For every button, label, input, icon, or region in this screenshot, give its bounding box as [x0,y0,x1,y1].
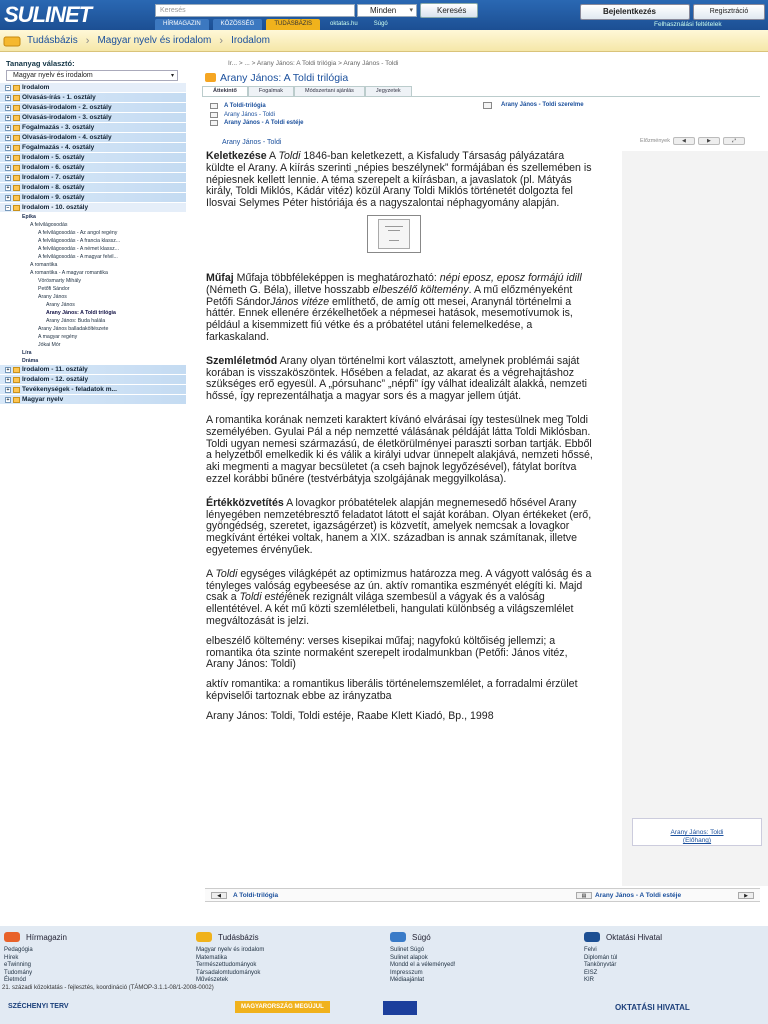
folder-icon [13,135,20,141]
related-item-right[interactable] [483,102,584,108]
sidebar-item[interactable] [0,133,186,143]
chevron-down-icon: ▾ [409,7,413,14]
search-button[interactable]: Keresés [420,3,478,18]
subject-select-value: Magyar nyelv és irodalom [13,72,93,79]
search-input[interactable]: Keresés [155,4,355,17]
sidebar-subitem[interactable]: A felvilágosodás - A német klassz... [38,246,120,252]
footer-link[interactable]: Impresszum [390,969,423,976]
sidebar-subitem[interactable]: Vörösmarty Mihály [38,278,81,284]
sidebar-subitem[interactable]: Dráma [22,358,39,364]
footer-heading[interactable] [390,932,455,942]
sidebar-item[interactable] [0,83,186,93]
text: említhető, de amíg ott mesei, Aranynál történelmi a háttér. Ennek ellenére érzékelhetőek a népmesei hatások, mesemotívumok is, például a kisemmizett fiú vétke és a próbatétel utáni felemelkedése, a farkaskaland. [206,295,573,343]
folder-icon [13,105,20,111]
tab-attekinto[interactable]: Áttekintő [202,86,248,96]
sidebar-subitem[interactable]: A romantika - A magyar romantika [30,270,108,276]
folder-icon [13,195,20,201]
footer-link[interactable]: Matematika [196,954,228,961]
sidebar-subitem[interactable]: A felvilágosodás - Az angol regény [38,230,118,236]
text: A lovagkor próbatételek alapján megnemesedő hősével Arany lényegében nemzetébresztő feladatot látott el saját korában. Olyan értékeket (erő, gyöngédség, szeretet, igazságérzet) is közvetít, amelyek nemcsak a lovagkor megkívánt értékei voltak, hanem a XIX. században is annak számítanak, illetve egyetemes érvényűek. [206,496,592,556]
search-scope-value: Minden [370,6,397,15]
related-item[interactable] [210,102,303,111]
text: Toldi estéj [239,591,287,604]
text: ének rezignált világa szembesül a vágyak és a valóság ellentétével. A két mű közti szemléletbeli, hangulati különbség a világszemlélet megváltozását is jelzi. [206,591,574,627]
collapse-icon[interactable]: − [6,205,10,211]
text: 1846-ban keletkezett, a Kisfaludy Társaság pályázatára küldte el Arany. A kiírás szerinti „népies beszélynek” formájában és szellemében is népiesnek kellett lennie. A téma szerepelt a kiírásban, a javaslatok (pl. Mátyás király, Toldi Miklós, Kádár vitéz) közül Arany Toldi Miklós történetét dolgozta fel Ilosvai Selymes Péter históriája és a nagyszalontai néphagyomány alapján. [206,150,592,210]
book-icon [205,73,216,82]
sidebar-item-label: Fogalmazás - 4. osztály [22,144,95,151]
paragraph [206,569,594,628]
paragraph [206,273,594,344]
folder-icon [13,205,20,211]
tab-fogalmak[interactable]: Fogalmak [248,86,294,96]
sidebar-item-label: Tevékenységek - feladatok m... [22,386,117,393]
folder-icon [13,115,20,121]
text: elbeszélő költemény [372,283,469,296]
footer-link[interactable]: Felvi [584,947,597,953]
folder-icon [13,367,20,373]
next-link[interactable]: Arany János - A Toldi estéje [595,892,682,899]
breadcrumb-irodalom[interactable]: Irodalom [231,35,270,46]
sidebar-subitem[interactable]: Arany János [38,294,67,300]
section-heading: Értékközvetítés [206,496,284,509]
expand-icon[interactable]: + [6,195,10,201]
folder-icon [13,145,20,151]
section-heading: Szemléletmód [206,354,278,367]
sidebar-item[interactable] [0,395,186,405]
text: (Németh G. Béla), illetve hosszabb [206,283,373,296]
sidebar-item-label: Irodalom - 10. osztály [22,204,89,211]
link-sugo[interactable]: Súgó [373,21,388,27]
expand-icon[interactable]: + [6,377,10,383]
content-path[interactable]: Ir... > ... > Arany János: A Toldi trilógia > Arany János - Toldi [228,60,399,67]
folder-icon [13,95,20,101]
related-item[interactable] [210,111,303,120]
text: egységes világképét az optimizmus határozza meg. A vágyott valóság és a tényleges valóság egybeesése az ún. aktív romantika eszményét elégíti ki. Majd csak a [206,567,592,604]
sidebar-item[interactable] [0,203,186,213]
megujul-logo[interactable]: MAGYARORSZÁG MEGÚJUL [235,1001,330,1013]
paragraph [206,356,594,403]
folder-icon [13,175,20,181]
sidebar-item-label: Irodalom - 7. osztály [22,174,85,181]
sidebar-subitem[interactable]: Petőfi Sándor [38,286,70,292]
tab-tudasbazis[interactable]: TUDÁSBÁZIS [266,19,320,30]
sidebar-item-label: Olvasás-irodalom - 3. osztály [22,114,112,121]
footer-link[interactable]: Természettudományok [196,962,257,968]
folder-icon [13,125,20,131]
expand-icon[interactable]: + [6,367,10,373]
breadcrumb-tudasbazis[interactable]: Tudásbázis [27,35,78,46]
glossary-entry: aktív romantika: a romantikus liberális történelemszemlélet, a forradalmi érzület képviselői tartoznak ebbe az irányzatba [206,678,578,702]
footer-link[interactable]: Mondd el a véleményed! [390,962,456,968]
sidebar-item-label: Irodalom - 12. osztály [22,376,89,383]
back-button[interactable]: ◀ [673,137,695,145]
sidebar-subitem[interactable]: A felvilágosodás - A francia klassz... [38,238,121,244]
expand-icon[interactable]: + [6,155,10,161]
forward-button[interactable]: ▶ [698,137,720,145]
folder-icon [3,35,21,47]
register-button[interactable]: Regisztráció [693,4,765,20]
folder-icon [13,387,20,393]
doc-icon: ▤ [576,892,592,899]
content-tabs [202,86,412,96]
text: Toldi [278,150,301,162]
breadcrumb [0,30,768,52]
related-link[interactable]: A Toldi-trilógia [224,103,266,109]
expand-icon[interactable]: + [6,105,10,111]
document-icon [210,120,218,126]
tab-hirmagazin[interactable]: HÍRMAGAZIN [155,19,209,30]
footer-column [584,932,662,985]
sponsor-logos [0,997,768,1024]
footer-heading-text: Tudásbázis [218,933,259,942]
document-link[interactable]: Arany János - Toldi [222,139,282,146]
section-icon [196,932,212,942]
media-link-sub[interactable]: (Előhang) [682,837,712,844]
article-body [206,151,594,722]
sidebar-item[interactable] [0,365,186,375]
sidebar-subitem[interactable]: Arany János: Buda halála [46,318,106,324]
folder-icon [13,397,20,403]
footer-link[interactable]: eTwinning [4,962,32,968]
tab-kozosseg[interactable]: KÖZÖSSÉG [213,19,263,30]
page-title-text: Arany János: A Toldi trilógia [220,72,349,84]
footer-link[interactable]: Médiaajánlat [390,977,425,983]
next-arrow-button[interactable]: ▶ [738,892,754,899]
oktatasi-hivatal-logo[interactable]: OKTATÁSI HIVATAL [615,1003,690,1012]
media-box[interactable] [632,818,762,846]
chevron-right-icon: › [219,34,224,47]
sidebar-item-label: Irodalom - 5. osztály [22,154,85,161]
link-oktatas[interactable]: oktatas.hu [330,21,358,27]
sidebar-item-label: Irodalom - 8. osztály [22,184,85,191]
footer-heading[interactable] [584,932,662,942]
sidebar-subitem[interactable]: A magyar regény [38,334,78,340]
prev-arrow-button[interactable]: ◀ [211,892,227,899]
sidebar-subitem[interactable]: Arany János: A Toldi trilógia [46,310,116,316]
fullscreen-button[interactable]: ⤢ [723,137,745,145]
tab-modszertani[interactable]: Módszertani ajánlás [294,86,365,96]
sidebar-subitem[interactable]: A felvilágosodás - A magyar felvil... [38,254,118,260]
sidebar-subitem[interactable]: Jókai Mór [38,342,61,348]
section-heading: Műfaj [206,271,234,284]
footer-link[interactable]: Társadalomtudományok [196,969,261,976]
sidebar-item-label: Olvasás-irodalom - 4. osztály [22,134,112,141]
szechenyi-logo[interactable]: SZÉCHENYI TERV [8,1003,69,1010]
expand-icon[interactable]: + [6,165,10,171]
breadcrumb-magyar[interactable]: Magyar nyelv és irodalom [97,35,212,46]
reference: Arany János: Toldi, Toldi estéje, Raabe Klett Kiadó, Bp., 1998 [206,709,494,722]
sidebar-item[interactable] [0,385,186,395]
folder-icon [13,165,20,171]
sidebar-item-label: Irodalom - 9. osztály [22,194,85,201]
footer-link[interactable]: Hírek [4,954,19,961]
footer-heading-text: Oktatási Hivatal [606,933,663,942]
footer-column [4,932,67,985]
tab-jegyzetek[interactable]: Jegyzetek [365,86,412,96]
footer-heading[interactable] [196,932,264,942]
sidebar-item[interactable] [0,143,186,153]
sidebar-subitem[interactable]: A romantika [30,262,58,268]
subject-select[interactable] [6,70,178,81]
sidebar-item[interactable] [0,113,186,123]
collapse-icon[interactable]: − [6,85,10,91]
login-button[interactable]: Bejelentkezés [580,4,690,20]
expand-icon[interactable]: + [6,185,10,191]
footer-link[interactable]: Sulinet Súgó [390,947,425,953]
sidebar-item[interactable] [0,183,186,193]
controls-label: Előzmények [640,138,670,144]
chevron-down-icon: ▾ [170,73,174,79]
section-heading: Keletkezése [206,150,267,162]
right-panel [622,151,768,886]
expand-icon[interactable]: + [6,387,10,393]
expand-icon[interactable]: + [6,95,10,101]
sidebar-item[interactable] [0,93,186,103]
sidebar-item[interactable] [0,173,186,183]
related-item[interactable] [210,119,303,128]
sidebar-subitem[interactable]: Arany János [46,302,75,308]
related-link[interactable]: Arany János - A Toldi estéje [224,120,304,126]
sidebar-item[interactable] [0,163,186,173]
footer-link[interactable]: Diplomán túl [584,954,618,961]
document-icon [210,112,218,118]
paragraph [206,151,594,210]
text: A [206,567,216,580]
bottom-navigation [205,888,760,902]
text: Arany olyan történelmi kort választott, amelynek problémái saját korában is visszaköszöntek. Hősében a feladat, az akarat és a végrehajtáshoz szükséges erő egyesül. A „pórsuhanc” „népfi” így válhat idealizált alakká, nemzeti hőssé, így reprezentálhatja a magyar sors és a magyar jellem útját. [206,354,587,403]
footer-link[interactable]: Magyar nyelv és irodalom [196,947,265,953]
folder-icon [13,185,20,191]
footer-link[interactable]: Művészetek [196,977,229,983]
related-link[interactable]: Arany János - Toldi szerelme [501,102,584,108]
sidebar-item-label: Fogalmazás - 3. osztály [22,124,95,131]
footer-link[interactable]: EISZ [584,969,598,976]
sidebar [0,56,186,403]
eu-flag-icon [383,1001,417,1015]
footer-link[interactable]: KIR [584,977,595,983]
footer-link[interactable]: Tankönyvtár [584,962,617,968]
document-icon [483,102,492,109]
sidebar-subitem[interactable]: Epika [22,214,36,220]
sidebar-item[interactable] [0,103,186,113]
divider [202,96,760,97]
footer-link[interactable]: Tudomány [4,969,33,976]
text: János vitéze [270,295,330,308]
sidebar-item[interactable] [0,153,186,163]
footer-heading-text: Hírmagazin [26,933,67,942]
expand-icon[interactable]: + [6,125,10,131]
text: Műfaja többféleképpen is meghatározható: [233,271,440,284]
footer-column [196,932,264,985]
expand-icon[interactable]: + [6,135,10,141]
prev-link[interactable]: A Toldi-trilógia [233,892,279,899]
sidebar-item[interactable] [0,193,186,203]
document-icon [210,103,218,109]
text: népi eposz, eposz formájú idill [439,271,582,284]
section-icon [584,932,600,942]
book-cover-image[interactable] [367,215,421,253]
footer-link[interactable]: Életmód [4,977,27,983]
paragraph [206,498,594,557]
sidebar-item-label: Irodalom - 11. osztály [22,366,88,373]
sidebar-item-label: Olvasás-írás - 1. osztály [22,94,96,101]
section-icon [390,932,406,942]
sulinet-logo[interactable]: SULINET [4,2,92,27]
footer-heading-text: Súgó [412,933,431,942]
folder-icon [13,85,20,91]
related-list [210,102,303,128]
text: . A mű előzményeként Petőfi Sándor [206,283,573,308]
sidebar-heading: Tananyag választó: [6,59,75,68]
footer-heading[interactable] [4,932,67,942]
glossary-entry: elbeszélő költemény: verses kisepikai műfaj; nagyfokú költőiség jellemzi; a romantika óta szinte normaként szerepelt irodalmunkban (Petőfi: János vitéz, Arany János: Toldi) [206,634,568,671]
chevron-right-icon: › [85,34,90,47]
footer-link[interactable]: Pedagógia [4,947,33,953]
expand-icon[interactable]: + [6,397,10,403]
sidebar-item[interactable] [0,123,186,133]
media-link[interactable]: Arany János: Toldi [670,829,724,836]
footer-link[interactable]: Sulinet alapok [390,954,428,961]
sidebar-item-label: Olvasás-irodalom - 2. osztály [22,104,112,111]
sidebar-item[interactable] [0,375,186,385]
paragraph: A romantika korának nemzeti karaktert kívánó elvárásai így testesülnek meg Toldi személyében. Gyulai Pál a nép nemzetté válásának példáját látta Toldi Miklósban. Toldi ugyan nemesi származású, de életkörülményei paraszti sorban tartják. Ebből a helyzetből emelkedik ki és válik a királyi udvar ünnepelt alakjává, nemzeti hőssé, aki megmenti a magyar becsületet (a cseh bajnok legyőzésével), fátylat borítva ezzel korábbi bűnére (testvérbátyja szolgájának meggyilkolása). [206,413,593,485]
sidebar-item-label: Irodalom - 6. osztály [22,164,85,171]
expand-icon[interactable]: + [6,175,10,181]
search-scope-select[interactable] [357,4,417,17]
section-icon [4,932,20,942]
terms-link[interactable]: Felhasználási feltételek [654,21,722,28]
expand-icon[interactable]: + [6,145,10,151]
sidebar-subitem[interactable]: A felvilágosodás [30,222,68,228]
folder-icon [13,155,20,161]
text: A [266,150,279,162]
sidebar-subitem[interactable]: Arany János balladaköltészete [38,326,109,332]
expand-icon[interactable]: + [6,115,10,121]
sidebar-subitem[interactable]: Líra [22,350,32,356]
sidebar-item-label: Magyar nyelv [22,396,64,403]
related-link[interactable]: Arany János - Toldi [224,111,275,118]
header-tabs [155,19,394,30]
text: Toldi [215,567,238,580]
footer-note: 21. századi közoktatás - fejlesztés, koordináció (TÁMOP-3.1.1-08/1-2008-0002) [2,985,214,991]
sidebar-item-label: Irodalom [22,84,50,91]
top-header [0,0,768,30]
folder-icon [13,377,20,383]
page-title [205,72,348,84]
footer-column [390,932,455,985]
view-controls [640,137,745,145]
